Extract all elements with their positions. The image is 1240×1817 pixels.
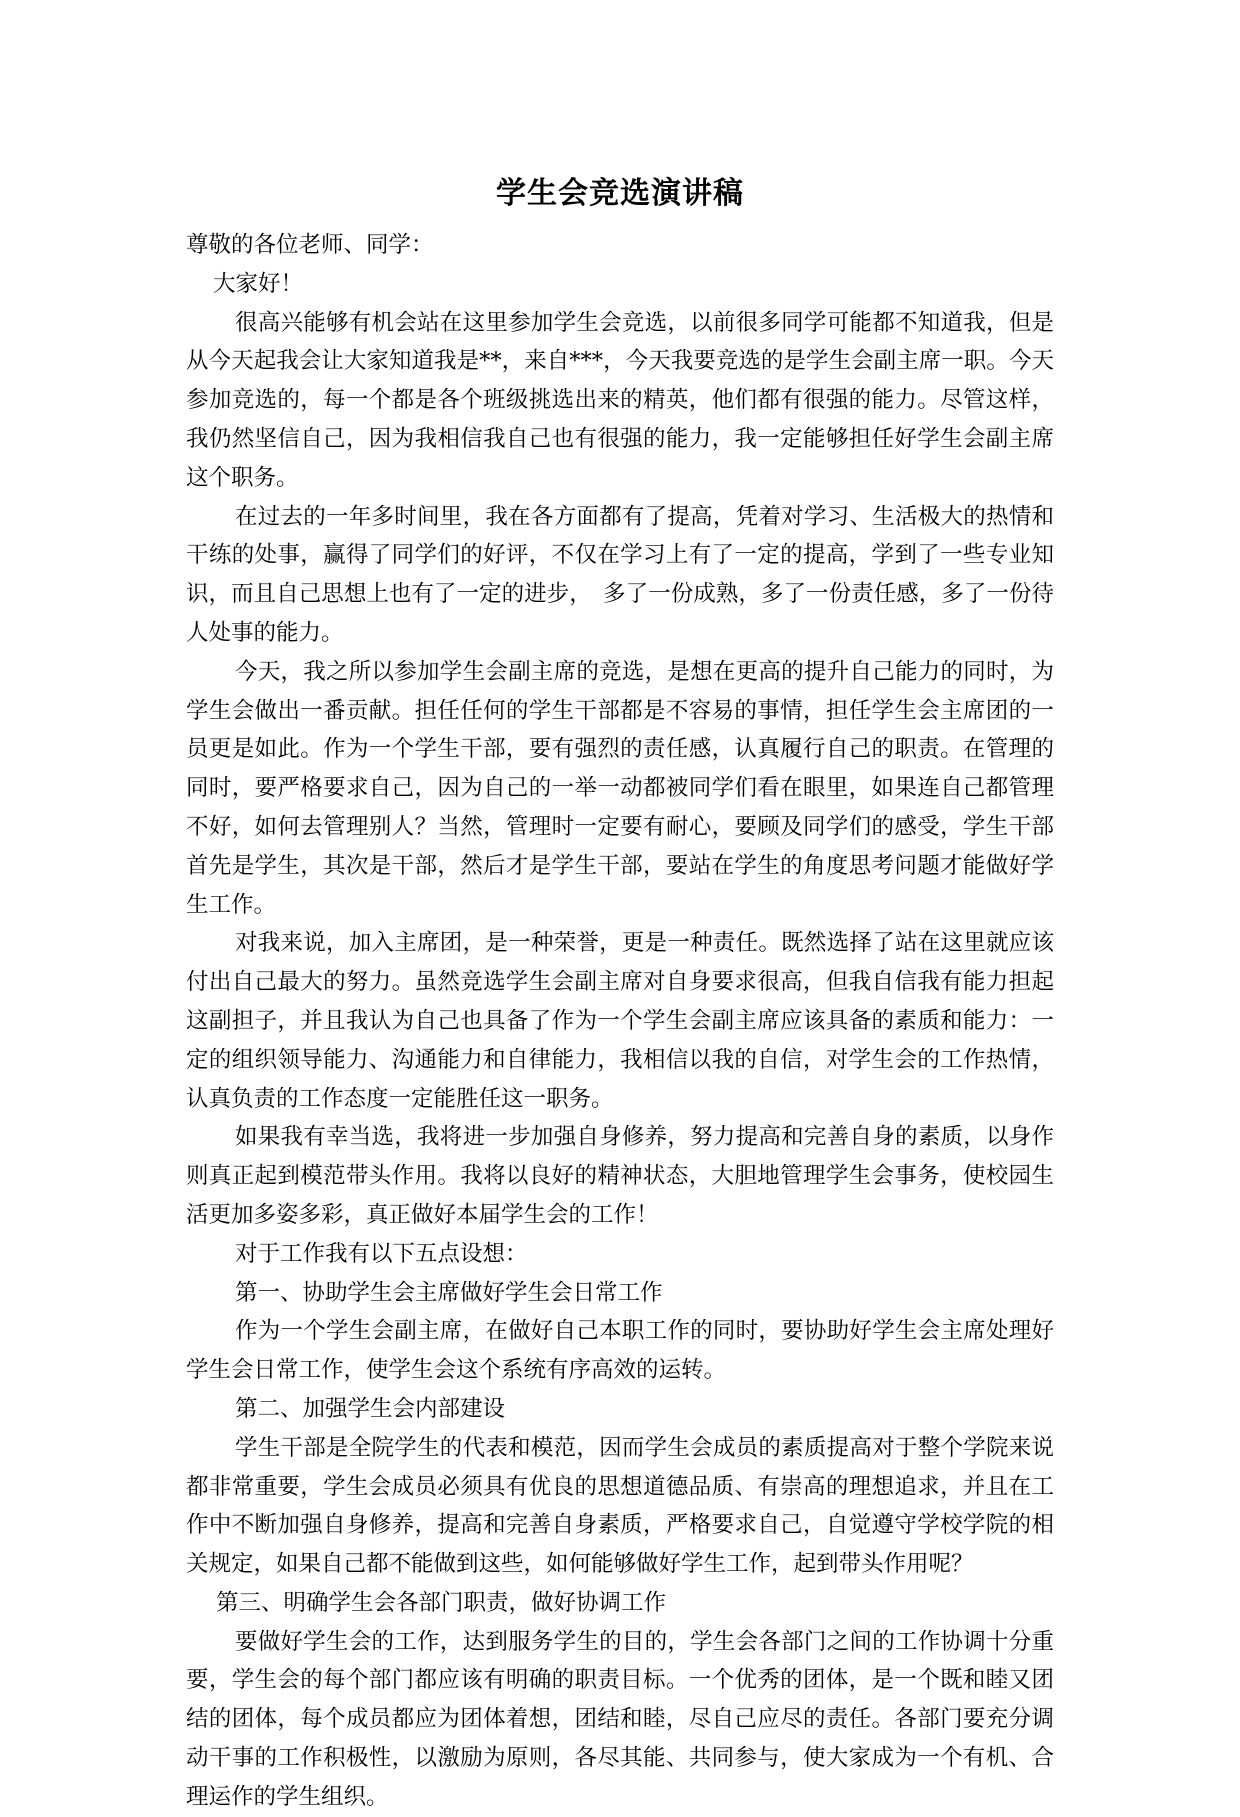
section-heading-2: 第二、加强学生会内部建设	[235, 1395, 506, 1422]
paragraph-plans-intro: 对于工作我有以下五点设想：	[235, 1240, 528, 1267]
paragraph-motivation: 今天，我之所以参加学生会副主席的竞选，是想在更高的提升自己能力的同时，为学生会做出一番贡献。担任任何的学生干部都是不容易的事情，担任学生会主席团的一员更是如此。作为一个学生干部，要有强烈的责任感，认真履行自己的职责。在管理的同时，要严格要求自己，因为自己的一举一动都被同学们看在眼里，如果连自己都管理不好，如何去管理别人？当然，管理时一定要有耐心，要顾及同学们的感受，学生干部首先是学生，其次是干部，然后才是学生干部，要站在学生的角度思考问题才能做好学生工作。	[186, 658, 1054, 918]
paragraph-intro: 很高兴能够有机会站在这里参加学生会竞选，以前很多同学可能都不知道我，但是从今天起我会让大家知道我是**，来自***，今天我要竞选的是学生会副主席一职。今天参加竞选的，每一个都是各个班级挑选出来的精英，他们都有很强的能力。尽管这样，我仍然坚信自己，因为我相信我自己也有很强的能力，我一定能够担任好学生会副主席这个职务。	[186, 309, 1054, 491]
salutation: 尊敬的各位老师、同学：	[186, 232, 434, 258]
document-body	[186, 226, 1054, 1817]
paragraph-section-3: 要做好学生会的工作，达到服务学生的目的，学生会各部门之间的工作协调十分重要，学生会的每个部门都应该有明确的职责目标。一个优秀的团体，是一个既和睦又团结的团体，每个成员都应为团体着想，团结和睦，尽自己应尽的责任。各部门要充分调动干事的工作积极性，以激励为原则，各尽其能、共同参与，使大家成为一个有机、合理运作的学生组织。	[186, 1628, 1054, 1810]
paragraph-section-2: 学生干部是全院学生的代表和模范，因而学生会成员的素质提高对于整个学院来说都非常重要，学生会成员必须具有优良的思想道德品质、有崇高的理想追求，并且在工作中不断加强自身修养，提高和完善自身素质，严格要求自己，自觉遵守学校学院的相关规定，如果自己都不能做到这些，如何能够做好学生工作，起到带头作用呢？	[186, 1434, 1054, 1578]
paragraph-if-elected: 如果我有幸当选，我将进一步加强自身修养，努力提高和完善自身的素质，以身作则真正起到模范带头作用。我将以良好的精神状态，大胆地管理学生会事务，使校园生活更加多姿多彩，真正做好本届学生会的工作！	[186, 1124, 1054, 1228]
paragraph-past-year: 在过去的一年多时间里，我在各方面都有了提高，凭着对学习、生活极大的热情和干练的处事，赢得了同学们的好评，不仅在学习上有了一定的提高，学到了一些专业知识，而且自己思想上也有了一定的进步， 多了一份成熟，多了一份责任感，多了一份待人处事的能力。	[186, 503, 1054, 646]
document-title: 学生会竞选演讲稿	[496, 176, 744, 211]
paragraph-section-1: 作为一个学生会副主席，在做好自己本职工作的同时，要协助好学生会主席处理好学生会日常工作，使学生会这个系统有序高效的运转。	[186, 1318, 1054, 1384]
section-heading-1: 第一、协助学生会主席做好学生会日常工作	[235, 1279, 663, 1306]
greeting: 大家好！	[213, 270, 304, 297]
paragraph-honor: 对我来说，加入主席团，是一种荣誉，更是一种责任。既然选择了站在这里就应该付出自己最大的努力。虽然竞选学生会副主席对自身要求很高，但我自信我有能力担起这副担子，并且我认为自己也具备了作为一个学生会副主席应该具备的素质和能力：一定的组织领导能力、沟通能力和自律能力，我相信以我的自信，对学生会的工作热情，认真负责的工作态度一定能胜任这一职务。	[186, 930, 1054, 1112]
section-heading-3: 第三、明确学生会各部门职责，做好协调工作	[216, 1589, 667, 1616]
